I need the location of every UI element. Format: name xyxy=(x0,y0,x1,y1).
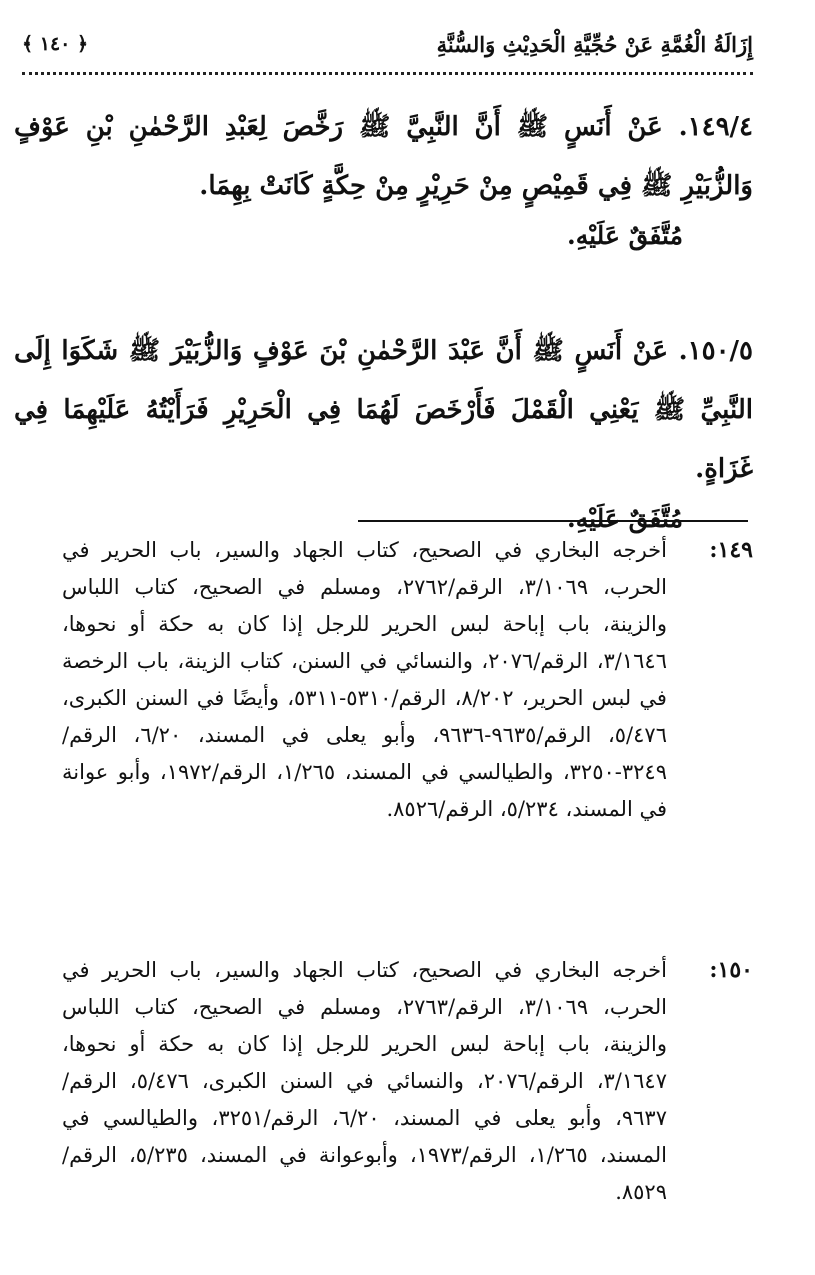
hadith-number: ١٥٠/٥. xyxy=(678,336,753,366)
hadith-text: عَنْ أَنَسٍ ﷺ أَنَّ النَّبِيَّ ﷺ رَخَّصَ لِعَبْدِ الرَّحْمٰنِ بْنِ عَوْفٍ وَالزُّبَيْرِ ﷺ فِي قَمِيْصٍ مِنْ حَرِيْرٍ مِنْ حِكَّةٍ كَانَتْ بِهِمَا. xyxy=(14,112,753,201)
hadith-paragraph xyxy=(14,322,753,499)
running-title: إِزَالَةُ الْغُمَّةِ عَنْ حُجِّيَّةِ الْحَدِيْثِ وَالسُّنَّةِ xyxy=(436,31,753,57)
page-header xyxy=(22,24,753,64)
footnote-text: أخرجه البخاري في الصحيح، كتاب الجهاد والسير، باب الحرير في الحرب، ٣/١٠٦٩، الرقم/٢٧٦٣، ومسلم في الصحيح، كتاب اللباس والزينة، باب إباحة لبس الحرير للرجل إذا كان به حكة أو نحوها، ٣/١٦٤٧، الرقم/٢٠٧٦، والنسائي في السنن الكبرى، ٥/٤٧٦، الرقم/٩٦٣٧، وأبو يعلى في المسند، ٦/٢٠، الرقم/٣٢٥١، والطيالسي في المسند، ١/٢٦٥، الرقم/١٩٧٣، وأبوعوانة في المسند، ٥/٢٣٥، الرقم/٨٥٢٩. xyxy=(62,958,667,1204)
footnote-text: أخرجه البخاري في الصحيح، كتاب الجهاد والسير، باب الحرير في الحرب، ٣/١٠٦٩، الرقم/٢٧٦٢، ومسلم في الصحيح، كتاب اللباس والزينة، باب إباحة لبس الحرير للرجل إذا كان به حكة أو نحوها، ٣/١٦٤٦، الرقم/٢٠٧٦، والنسائي في السنن، كتاب الزينة، باب الرخصة في لبس الحرير، ٨/٢٠٢، الرقم/٥٣١٠-٥٣١١، وأيضًا في السنن الكبرى، ٥/٤٧٦، الرقم/٩٦٣٥-٩٦٣٦، وأبو يعلى في المسند، ٦/٢٠، الرقم/٣٢٤٩-٣٢٥٠، والطيالسي في المسند، ١/٢٦٥، الرقم/١٩٧٢، وأبو عوانة في المسند، ٥/٢٣٤، الرقم/٨٥٢٦. xyxy=(62,538,667,821)
footnote-number: ١٥٠: xyxy=(709,957,753,983)
hadith-paragraph xyxy=(14,98,753,216)
hadith-source: مُتَّفَقٌ عَلَيْهِ. xyxy=(567,221,683,250)
page-number: ﴿ ١٤٠ ﴾ xyxy=(22,33,89,55)
hadith-source: مُتَّفَقٌ عَلَيْهِ. xyxy=(567,504,683,533)
hadith-block xyxy=(14,322,753,539)
footnote xyxy=(62,952,753,1211)
footnote xyxy=(62,532,753,828)
footnote-number: ١٤٩: xyxy=(709,537,753,563)
hadith-number: ١٤٩/٤. xyxy=(678,112,753,142)
hadith-text: عَنْ أَنَسٍ ﷺ أَنَّ عَبْدَ الرَّحْمٰنِ بْنَ عَوْفٍ وَالزُّبَيْرَ ﷺ شَكَوَا إِلَى النَّبِيِّ ﷺ يَعْنِي الْقَمْلَ فَأَرْخَصَ لَهُمَا فِي الْحَرِيْرِ فَرَأَيْتُهُ عَلَيْهِمَا فِي غَزَاةٍ. xyxy=(14,336,753,484)
hadith-block xyxy=(14,98,753,256)
footnote-divider xyxy=(358,520,748,522)
header-divider xyxy=(22,72,753,75)
